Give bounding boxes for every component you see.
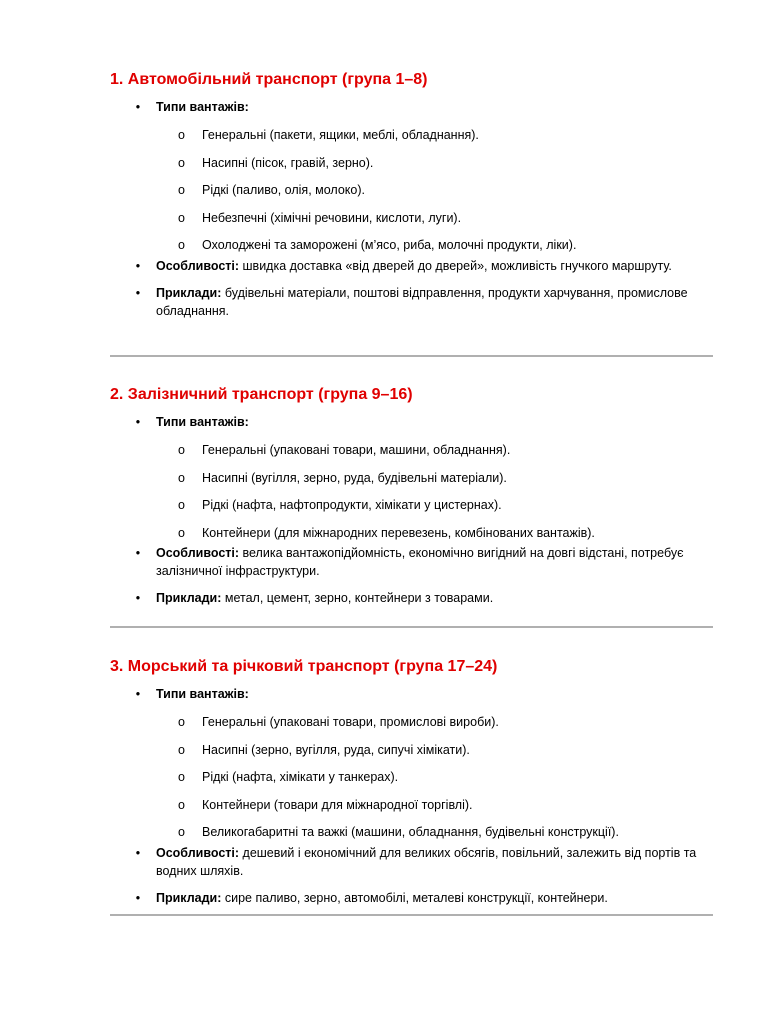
cargo-types-item [110,98,713,116]
cargo-type-item [110,209,713,237]
sub-bullet-marker: o [178,238,185,253]
sub-bullet-marker: o [178,128,185,142]
sub-bullet-marker: o [178,715,185,729]
cargo-types-list [110,441,713,551]
cargo-type-text: Контейнери (товари для міжнародної торгівлі). [202,797,473,812]
cargo-type-text: Небезпечні (хімічні речовини, кислоти, луги). [202,210,462,225]
features-item [110,257,713,275]
bullet-marker: • [135,845,141,860]
section-bullets [110,413,713,431]
bullet-marker: • [135,258,141,273]
features-item [110,844,713,880]
cargo-type-item [110,768,713,796]
cargo-type-item [110,441,713,469]
cargo-type-text: Великогабаритні та важкі (машини, обладнання, будівельні конструкції). [202,825,619,840]
sub-bullet-marker: o [178,825,185,840]
section-sea-river-transport [110,654,713,914]
cargo-type-text: Охолоджені та заморожені (м’ясо, риба, молочні продукти, ліки). [202,238,577,253]
section-divider [110,626,713,628]
cargo-types-list [110,713,713,851]
cargo-type-item [110,126,713,154]
bullet-marker: • [135,100,141,114]
bullet-marker: • [135,591,141,606]
examples-label: Приклади: [156,890,222,905]
cargo-type-text: Насипні (зерно, вугілля, руда, сипучі хімікати). [202,742,470,757]
examples-text: метал, цемент, зерно, контейнери з товарами. [221,591,494,606]
cargo-type-item [110,154,713,182]
features-text: швидка доставка «від дверей до дверей», можливість гнучкого маршруту. [239,258,672,273]
section-title: 2. Залізничний транспорт (група 9–16) [110,386,413,403]
sub-bullet-marker: o [178,498,185,513]
section-title: 1. Автомобільний транспорт (група 1–8) [110,71,428,88]
section-divider [110,355,713,357]
cargo-types-list [110,126,713,264]
examples-label: Приклади: [156,285,222,300]
cargo-type-item [110,181,713,209]
cargo-types-item [110,685,713,703]
cargo-types-item [110,413,713,431]
examples-text: будівельні матеріали, поштові відправлення, продукти харчування, промислове обладнання. [156,285,688,318]
cargo-type-item [110,469,713,497]
section-divider [110,914,713,916]
features-text: дешевий і економічний для великих обсягів, повільний, залежить від портів та водних шляхів. [156,845,697,878]
cargo-type-item [110,713,713,741]
cargo-type-text: Рідкі (нафта, хімікати у танкерах). [202,770,399,785]
cargo-type-text: Генеральні (упаковані товари, машини, обладнання). [202,443,511,457]
cargo-type-text: Контейнери (для міжнародних перевезень, комбінованих вантажів). [202,525,595,540]
examples-item [110,589,713,607]
sub-bullet-marker: o [178,210,185,225]
bullet-marker: • [135,546,141,561]
section-bullets [110,544,713,607]
bullet-marker: • [135,285,141,300]
features-label: Особливості: [156,546,240,561]
section-rail-transport [110,382,713,626]
cargo-type-text: Насипні (вугілля, зерно, руда, будівельні матеріали). [202,470,507,485]
cargo-type-text: Рідкі (нафта, нафтопродукти, хімікати у цистернах). [202,498,502,513]
cargo-type-item [110,496,713,524]
section-bullets [110,98,713,116]
sub-bullet-marker: o [178,525,185,540]
sub-bullet-marker: o [178,155,185,170]
examples-text: сире паливо, зерно, автомобілі, металеві конструкції, контейнери. [221,890,608,905]
features-text: велика вантажопідйомність, економічно вигідний на довгі відстані, потребує залізничної інфраструктури. [156,546,684,579]
sub-bullet-marker: o [178,443,185,457]
cargo-types-label: Типи вантажів: [156,687,249,701]
examples-item [110,889,713,907]
sub-bullet-marker: o [178,742,185,757]
cargo-type-text: Насипні (пісок, гравій, зерно). [202,155,374,170]
document-page [110,67,713,916]
section-bullets [110,685,713,703]
features-item [110,544,713,580]
cargo-type-text: Генеральні (пакети, ящики, меблі, обладнання). [202,128,479,142]
features-label: Особливості: [156,258,240,273]
sub-bullet-marker: o [178,470,185,485]
cargo-types-label: Типи вантажів: [156,100,249,114]
cargo-type-text: Генеральні (упаковані товари, промислові вироби). [202,715,499,729]
bullet-marker: • [135,890,141,905]
sub-bullet-marker: o [178,797,185,812]
bullet-marker: • [135,687,141,701]
cargo-type-item [110,741,713,769]
bullet-marker: • [135,415,141,429]
cargo-type-text: Рідкі (паливо, олія, молоко). [202,183,366,198]
examples-item [110,284,713,320]
examples-label: Приклади: [156,591,222,606]
section-road-transport [110,67,713,355]
features-label: Особливості: [156,845,240,860]
section-title: 3. Морський та річковий транспорт (група 17–24) [110,658,498,675]
sub-bullet-marker: o [178,183,185,198]
cargo-types-label: Типи вантажів: [156,415,249,429]
sub-bullet-marker: o [178,770,185,785]
section-bullets [110,844,713,907]
section-bullets [110,257,713,320]
cargo-type-item [110,796,713,824]
